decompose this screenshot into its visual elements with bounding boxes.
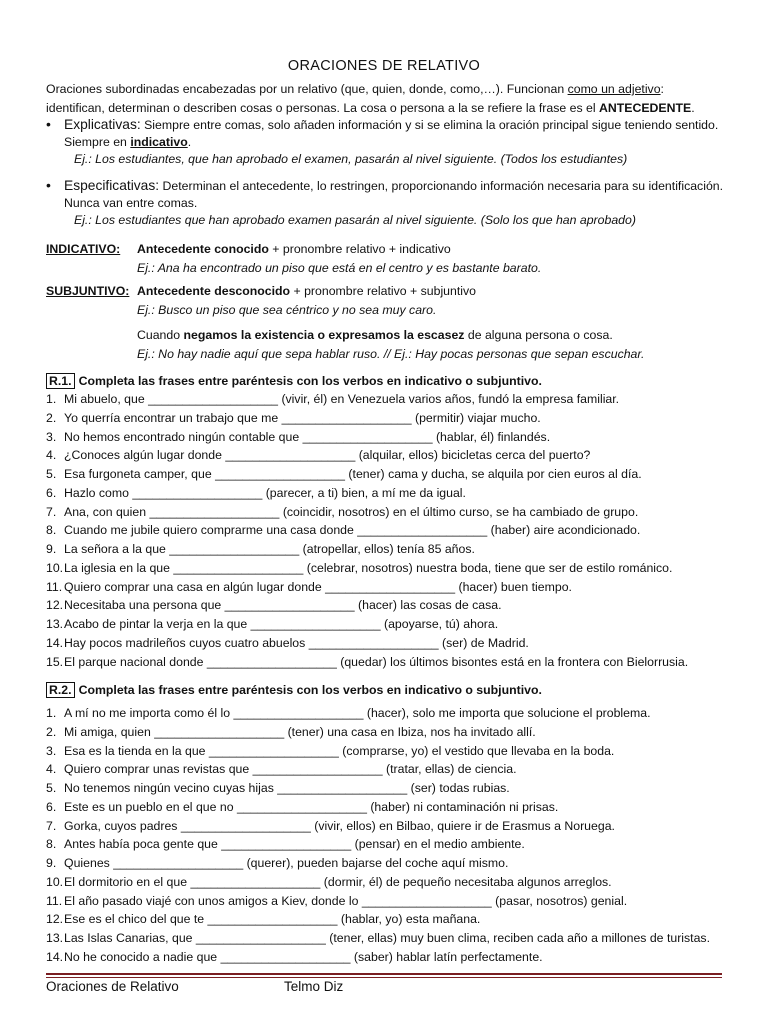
exercise-item	[46, 929, 746, 948]
page-footer	[46, 979, 344, 994]
relative-types-list	[46, 116, 736, 238]
exercise-item-number: 1.	[46, 706, 57, 720]
exercise-item-number: 2.	[46, 410, 57, 425]
exercise-item-number: 3.	[46, 429, 57, 444]
exercise-item-number: 6.	[46, 799, 57, 814]
intro-text-2b: .	[691, 101, 695, 115]
exercise-item	[46, 596, 746, 615]
exercise-item	[46, 409, 746, 428]
exercise-item-text: Acabo de pintar la verja en la que ___________________ (apoyarse, tú) ahora.	[64, 617, 499, 631]
exercise-item	[46, 873, 746, 892]
exercise-item	[46, 446, 746, 465]
exercise-item-text: Quiero comprar una casa en algún lugar donde ___________________ (hacer) buen tiempo.	[64, 579, 572, 594]
exercise-item	[46, 634, 746, 653]
exercise-item-number: 5.	[46, 781, 57, 795]
exercise-item-number: 13.	[46, 931, 64, 945]
exercise-instruction: Completa las frases entre paréntesis con los verbos en indicativo o subjuntivo.	[78, 374, 542, 388]
bullet-term: Especificativas:	[64, 178, 160, 193]
subjuntivo-extra-text: Cuando	[137, 328, 184, 342]
footer-doc-title: Oraciones de Relativo	[46, 979, 179, 994]
intro-underlined: como un adjetivo	[567, 82, 661, 96]
bullet-dot-icon: •	[46, 177, 51, 193]
exercise-item-text: Ana, con quien ___________________ (coincidir, nosotros) en el último curso, se ha cambiado de grupo.	[64, 504, 639, 519]
indicativo-example: Ej.: Ana ha encontrado un piso que está en el centro y es bastante barato.	[137, 261, 542, 275]
intro-text-1: Oraciones subordinadas encabezadas por un relativo (que, quien, donde, como,…). Funcionan	[46, 82, 568, 96]
exercise-item-text: Mi amiga, quien ___________________ (tener) una casa en Ibiza, nos ha invitado allí.	[64, 724, 536, 739]
exercise-item	[46, 910, 746, 929]
exercise-item-text: Esa es la tienda en la que ___________________ (comprarse, yo) el vestido que llevaba en la boda.	[64, 743, 615, 758]
subjuntivo-label: SUBJUNTIVO:	[46, 284, 130, 298]
bullet-dot-icon: •	[46, 116, 51, 132]
exercise-item-text: El dormitorio en el que ___________________ (dormir, él) de pequeño necesitaba algunos arreglos.	[64, 874, 612, 889]
bullet-especificativas	[46, 177, 736, 229]
exercise-item-number: 15.	[46, 654, 64, 669]
indicativo-formula: + pronombre relativo + indicativo	[268, 242, 451, 256]
exercise-item-text: No hemos encontrado ningún contable que ___________________ (hablar, él) finlandés.	[64, 429, 551, 444]
subjuntivo-formula: + pronombre relativo + subjuntivo	[290, 284, 476, 298]
exercise-item-number: 9.	[46, 856, 57, 870]
exercise-item	[46, 723, 746, 742]
exercise-item-number: 13.	[46, 617, 64, 631]
exercise-item	[46, 390, 746, 409]
exercise-item-number: 7.	[46, 504, 57, 519]
exercise-item-number: 4.	[46, 448, 57, 463]
exercise-item-number: 6.	[46, 485, 57, 500]
bullet-emphasis: indicativo	[130, 135, 188, 149]
exercise-item-number: 8.	[46, 837, 57, 852]
exercise-item-number: 8.	[46, 523, 57, 538]
exercise-item-text: Gorka, cuyos padres ___________________ (vivir, ellos) en Bilbao, quiere ir de Erasmus a Noruega.	[64, 818, 615, 833]
exercise-item-number: 12.	[46, 598, 64, 613]
exercise-item	[46, 854, 746, 873]
exercise-item-text: Esa furgoneta camper, que ___________________ (tener) cama y ducha, se alquila por cien euros al día.	[64, 467, 642, 481]
footer-divider	[46, 973, 722, 975]
exercise-item	[46, 484, 746, 503]
exercise-item	[46, 798, 746, 817]
exercise-r1-header	[46, 372, 542, 390]
exercise-item-text: Quienes ___________________ (querer), pueden bajarse del coche aquí mismo.	[64, 856, 509, 870]
subjuntivo-extra-text-end: de alguna persona o cosa.	[464, 328, 613, 342]
indicativo-label: INDICATIVO:	[46, 242, 121, 256]
exercise-item-number: 9.	[46, 542, 57, 556]
exercise-item	[46, 540, 746, 559]
exercise-item-text: El parque nacional donde ___________________ (quedar) los últimos bisontes está en la frontera con Bielorrusia.	[64, 654, 689, 669]
exercise-item-text: Yo querría encontrar un trabajo que me ___________________ (permitir) viajar mucho.	[64, 410, 541, 425]
exercise-item-text: El año pasado viajé con unos amigos a Kiev, donde lo ___________________ (pasar, nosotros) genial.	[64, 893, 628, 908]
bullet-text: Determinan el antecedente, lo restringen, proporcionando información necesaria para su identificación. Nunca van entre comas.	[64, 179, 724, 210]
exercise-code-box: R.1.	[46, 373, 75, 389]
subjuntivo-extra-bold: negamos la existencia o expresamos la escasez	[183, 328, 465, 342]
exercise-item	[46, 742, 746, 761]
exercise-item-text: Hay pocos madrileños cuyos cuatro abuelos ___________________ (ser) de Madrid.	[64, 635, 529, 650]
exercise-item	[46, 817, 746, 836]
exercise-item	[46, 521, 746, 540]
exercise-item	[46, 503, 746, 522]
exercise-item-number: 10.	[46, 874, 64, 889]
exercise-item-text: Ese es el chico del que te ___________________ (hablar, yo) esta mañana.	[64, 912, 481, 927]
exercise-item	[46, 704, 746, 723]
subjuntivo-example: Ej.: Busco un piso que sea céntrico y no sea muy caro.	[137, 303, 437, 317]
subjuntivo-bold: Antecedente desconocido	[137, 284, 291, 298]
exercise-item-text: No he conocido a nadie que ___________________ (saber) hablar latín perfectamente.	[64, 949, 543, 964]
exercise-item	[46, 835, 746, 854]
exercise-item-number: 11.	[46, 893, 63, 908]
exercise-item	[46, 892, 746, 911]
intro-antecedente: ANTECEDENTE	[599, 101, 692, 115]
bullet-text-end: .	[187, 135, 192, 149]
exercise-item	[46, 615, 746, 634]
exercise-item	[46, 653, 746, 672]
exercise-item-text: Necesitaba una persona que ___________________ (hacer) las cosas de casa.	[64, 598, 502, 613]
exercise-item-text: No tenemos ningún vecino cuyas hijas ___________________ (ser) todas rubias.	[64, 781, 510, 795]
exercise-item-number: 3.	[46, 743, 57, 758]
exercise-item-number: 14.	[46, 949, 64, 964]
indicativo-rule	[46, 240, 736, 278]
exercise-item-number: 4.	[46, 762, 57, 777]
exercise-item-number: 12.	[46, 912, 64, 927]
exercise-r2-header	[46, 681, 542, 699]
exercise-item	[46, 578, 746, 597]
footer-divider-thin	[46, 977, 722, 978]
exercise-item-text: Hazlo como ___________________ (parecer, a ti) bien, a mí me da igual.	[64, 485, 466, 500]
intro-text-2: identifican, determinan o describen cosas o personas. La cosa o persona a la se refiere la frase es el	[46, 101, 599, 115]
bullet-example: Ej.: Los estudiantes que han aprobado examen pasarán al nivel siguiente. (Solo los que han aprobado)	[74, 213, 636, 227]
exercise-item-text: La señora a la que ___________________ (atropellar, ellos) tenía 85 años.	[64, 542, 475, 556]
exercise-item-text: Mi abuelo, que ___________________ (vivir, él) en Venezuela varios años, fundó la empresa familiar.	[64, 392, 620, 406]
exercise-item-number: 14.	[46, 635, 64, 650]
exercise-item-text: Antes había poca gente que ___________________ (pensar) en el medio ambiente.	[64, 837, 525, 852]
exercise-code-box: R.2.	[46, 682, 75, 698]
exercise-item-text: ¿Conoces algún lugar donde ___________________ (alquilar, ellos) bicicletas cerca del puerto?	[64, 448, 591, 463]
exercise-r2-list	[46, 704, 746, 967]
exercise-item-number: 2.	[46, 724, 57, 739]
exercise-r1-list	[46, 390, 746, 671]
subjuntivo-rule	[46, 282, 736, 364]
exercise-item	[46, 465, 746, 484]
exercise-item-number: 5.	[46, 467, 57, 481]
indicativo-bold: Antecedente conocido	[137, 242, 269, 256]
intro-paragraph	[46, 80, 736, 118]
exercise-item	[46, 779, 746, 798]
bullet-explicativas	[46, 116, 736, 168]
exercise-item-text: Cuando me jubile quiero comprarme una casa donde ___________________ (haber) aire acondicionado.	[64, 523, 641, 538]
exercise-item	[46, 559, 746, 578]
bullet-text: Siempre entre comas, solo añaden información y si se elimina la oración principal sigue teniendo sentido. Siempre en	[64, 118, 719, 149]
footer-author: Telmo Diz	[284, 979, 344, 994]
bullet-example: Ej.: Los estudiantes, que han aprobado el examen, pasarán al nivel siguiente. (Todos los estudiantes)	[74, 152, 628, 166]
exercise-item-number: 7.	[46, 818, 57, 833]
subjuntivo-extra-example: Ej.: No hay nadie aquí que sepa hablar ruso. // Ej.: Hay pocas personas que sepan escuchar.	[137, 347, 645, 361]
exercise-instruction: Completa las frases entre paréntesis con los verbos en indicativo o subjuntivo.	[78, 683, 542, 697]
exercise-item	[46, 948, 746, 967]
exercise-item-text: Este es un pueblo en el que no ___________________ (haber) ni contaminación ni prisas.	[64, 799, 559, 814]
exercise-item	[46, 760, 746, 779]
exercise-item-number: 10.	[46, 560, 64, 575]
intro-text-1b: :	[660, 82, 664, 96]
exercise-item-number: 1.	[46, 392, 57, 406]
exercise-item-text: Las Islas Canarias, que ___________________ (tener, ellas) muy buen clima, reciben cada año a millones de turistas.	[64, 931, 710, 945]
exercise-item-text: Quiero comprar unas revistas que ___________________ (tratar, ellas) de ciencia.	[64, 762, 517, 777]
bullet-term: Explicativas:	[64, 117, 141, 132]
exercise-item	[46, 428, 746, 447]
exercise-item-number: 11.	[46, 579, 63, 594]
exercise-item-text: La iglesia en la que ___________________ (celebrar, nosotros) nuestra boda, tiene que ser de estilo románico.	[64, 560, 673, 575]
page-title: ORACIONES DE RELATIVO	[287, 58, 481, 74]
exercise-item-text: A mí no me importa como él lo ___________________ (hacer), solo me importa que solucione el problema.	[64, 706, 651, 720]
